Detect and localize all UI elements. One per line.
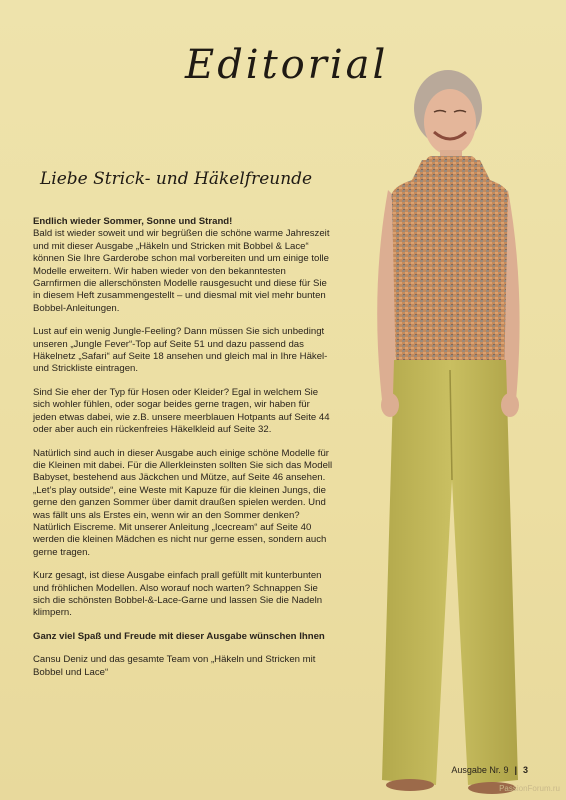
page-footer — [451, 765, 528, 775]
editorial-paragraph: Sind Sie eher der Typ für Hosen oder Kleider? Egal in welchem Sie sich wohler fühlen, oder sogar beides gerne tragen, wir haben für jeden etwas dabei, wie z.B. unsere meerblauen Hotpants auf Seite 44 oder aber auch ein rückenfreies Häkelkleid auf Seite 32. — [33, 386, 330, 436]
footer-separator: | — [514, 765, 517, 775]
page-number: 3 — [522, 765, 528, 775]
page-title: Editorial — [185, 42, 389, 88]
model-photo — [330, 60, 566, 800]
editorial-paragraph: Kurz gesagt, ist diese Ausgabe einfach prall gefüllt mit kunterbunten und fröhlichen Modellen. Also worauf noch warten? Schnappen Sie sich die schönsten Bobbel-&-Lace-Garne und lassen Sie die Nadeln klimpern. — [33, 570, 323, 619]
editorial-paragraph: Lust auf ein wenig Jungle-Feeling? Dann müssen Sie sich unbedingt unseren „Jungle Fever“-Top auf Seite 51 und dazu passend das Häkelnetz „Safari“ auf Seite 18 ansehen und gleich mal in Ihre Häkel- und Strickliste eintragen. — [33, 326, 328, 375]
editorial-signature: Cansu Deniz und das gesamte Team von „Häkeln und Stricken mit Bobbel und Lace“ — [33, 654, 316, 678]
editorial-paragraph: Bald ist wieder soweit und wir begrüßen die schöne warme Jahreszeit und mit dieser Ausgabe „Häkeln und Stricken mit Bobbel & Lace“ können Sie Ihre Garderobe schon mal vorbereiten und um einige tolle Modelle erweitern. Wir haben wieder von den bekanntesten Garnfirmen die allerschönsten Modelle rausgesucht und diese für Sie in diesem Heft zusammengestellt – und diesmal mit viel mehr bunten Bobbel-Anleitungen. — [33, 228, 330, 314]
editorial-paragraph: Natürlich sind auch in dieser Ausgabe auch einige schöne Modelle für die Kleinen mit dabei. Für die Allerkleinsten sollten Sie sich das Modell Babyset, bestehend aus Jäckchen und Mütze, auf Seite 46 ansehen. „Let’s play outside“, eine Weste mit Kapuze für die kleinen Jungs, die gerne den ganzen Sommer über damit draußen spielen werden. Und was fällt uns als Erstes ein, wenn wir an den Sommer denken? Natürlich Eiscreme. Mit unserer Anleitung „Icecream“ auf Seite 40 werden die kleinen Mädchen es nicht nur gerne essen, sondern auch gerne tragen. — [33, 447, 333, 558]
editorial-body — [33, 216, 334, 690]
issue-label: Ausgabe Nr. 9 — [451, 765, 509, 775]
editorial-lead: Endlich wieder Sommer, Sonne und Strand! — [33, 216, 233, 227]
watermark: PassionForum.ru — [499, 784, 560, 793]
editorial-subtitle: Liebe Strick- und Häkelfreunde — [40, 169, 313, 189]
editorial-closing: Ganz viel Spaß und Freude mit dieser Ausgabe wünschen Ihnen — [33, 630, 325, 642]
